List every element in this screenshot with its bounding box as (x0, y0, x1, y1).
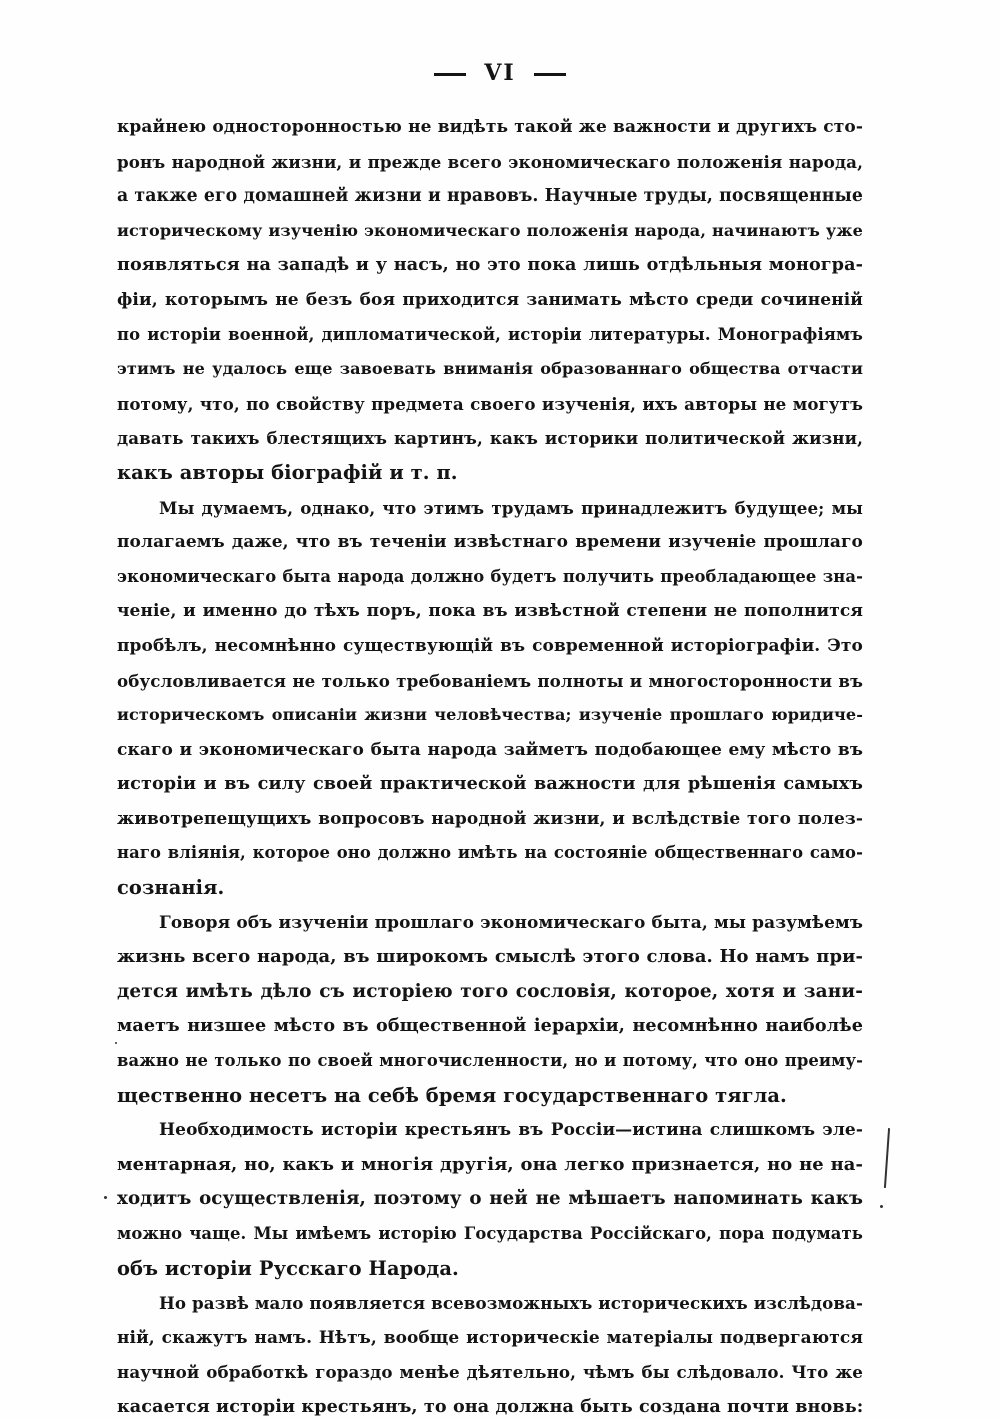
text-line: историческому изученію экономическаго положенія народа, начинаютъ уже (117, 220, 863, 240)
text-line: этимъ не удалось еще завоевать вниманія образованнаго общества отчасти (117, 359, 863, 379)
text-line: Но развѣ мало появляется всевозможныхъ историческихъ изслѣдова- (159, 1293, 863, 1314)
text-line: фіи, которымъ не безъ боя приходится занимать мѣсто среди сочиненій (117, 289, 863, 310)
header-dash-right (534, 73, 566, 76)
text-line: давать такихъ блестящихъ картинъ, какъ историки политической жизни, (117, 428, 863, 449)
text-line: научной обработкѣ гораздо менѣе дѣятельно, чѣмъ бы слѣдовало. Что же (117, 1362, 863, 1383)
text-line: сознанія. (117, 876, 225, 900)
ink-speck (115, 1042, 117, 1044)
text-line: Говоря объ изученіи прошлаго экономическаго быта, мы разумѣемъ (159, 912, 863, 933)
text-line: объ исторіи Русскаго Народа. (117, 1256, 459, 1280)
text-line: ній, скажутъ намъ. Нѣтъ, вообще историческіе матеріалы подвергаются (117, 1327, 863, 1348)
text-line: дется имѣть дѣло съ исторіею того сословія, которое, хотя и зани- (117, 980, 863, 1002)
text-line: щественно несетъ на себѣ бремя государственнаго тягла. (117, 1083, 787, 1107)
text-line: животрепещущихъ вопросовъ народной жизни, и вслѣдствіе того полез- (117, 808, 863, 829)
text-line: обусловливается не только требованіемъ полноты и многосторонности въ (117, 670, 863, 691)
text-line: можно чаще. Мы имѣемъ исторію Государства Россійскаго, пора подумать (117, 1224, 863, 1243)
header-dash-left (434, 73, 466, 76)
page-number: VI (484, 60, 516, 86)
text-line: потому, что, по свойству предмета своего изученія, ихъ авторы не могутъ (117, 393, 863, 414)
text-line: важно не только по своей многочисленности, но и потому, что оно преиму- (117, 1051, 863, 1071)
text-line: по исторіи военной, дипломатической, исторіи литературы. Монографіямъ (117, 324, 863, 344)
text-line: экономическаго быта народа должно будетъ получить преобладающее зна- (117, 566, 863, 586)
text-line: а также его домашней жизни и нравовъ. Научные труды, посвященные (117, 186, 863, 207)
text-line: жизнь всего народа, въ широкомъ смыслѣ этого слова. Но намъ при- (117, 946, 863, 968)
text-line: маетъ низшее мѣсто въ общественной іерархіи, несомнѣнно наиболѣе (117, 1015, 863, 1037)
page-header (0, 60, 1000, 86)
text-body (117, 110, 863, 1425)
text-line: пробѣлъ, несомнѣнно существующій въ современной исторіографіи. Это (117, 635, 863, 656)
ink-speck (880, 1205, 883, 1208)
text-line: ментарная, но, какъ и многія другія, она легко признается, но не на- (117, 1153, 863, 1175)
ink-speck (104, 1196, 107, 1199)
text-line: полагаемъ даже, что въ теченіи извѣстнаго времени изученіе прошлаго (117, 532, 863, 553)
text-line: Мы думаемъ, однако, что этимъ трудамъ принадлежитъ будущее; мы (159, 497, 863, 518)
text-line: Необходимость исторіи крестьянъ въ Россіи—истина слишкомъ эле- (159, 1120, 863, 1141)
margin-pencil-mark (884, 1128, 890, 1188)
text-line: появляться на западѣ и у насъ, но это пока лишь отдѣльныя моногра- (117, 254, 863, 276)
text-line: ронъ народной жизни, и прежде всего экономическаго положенія народа, (117, 151, 863, 172)
text-line: крайнею односторонностью не видѣть такой же важности и другихъ сто- (117, 117, 863, 137)
text-line: историческомъ описаніи жизни человѣчества; изученіе прошлаго юридиче- (117, 705, 863, 725)
text-line: исторіи и въ силу своей практической важности для рѣшенія самыхъ (117, 773, 863, 795)
text-line: касается исторіи крестьянъ, то она должна быть создана почти вновь: (117, 1395, 864, 1417)
text-line: наго вліянія, которое оно должно имѣть на состояніе общественнаго само- (117, 843, 863, 863)
text-line: какъ авторы біографій и т. п. (117, 460, 458, 484)
text-line: скаго и экономическаго быта народа займетъ подобающее ему мѣсто въ (117, 739, 863, 760)
text-line: ченіе, и именно до тѣхъ поръ, пока въ извѣстной степени не пополнится (117, 601, 863, 622)
text-line: ходитъ осуществленія, поэтому о ней не мѣшаетъ напоминать какъ (117, 1188, 863, 1210)
